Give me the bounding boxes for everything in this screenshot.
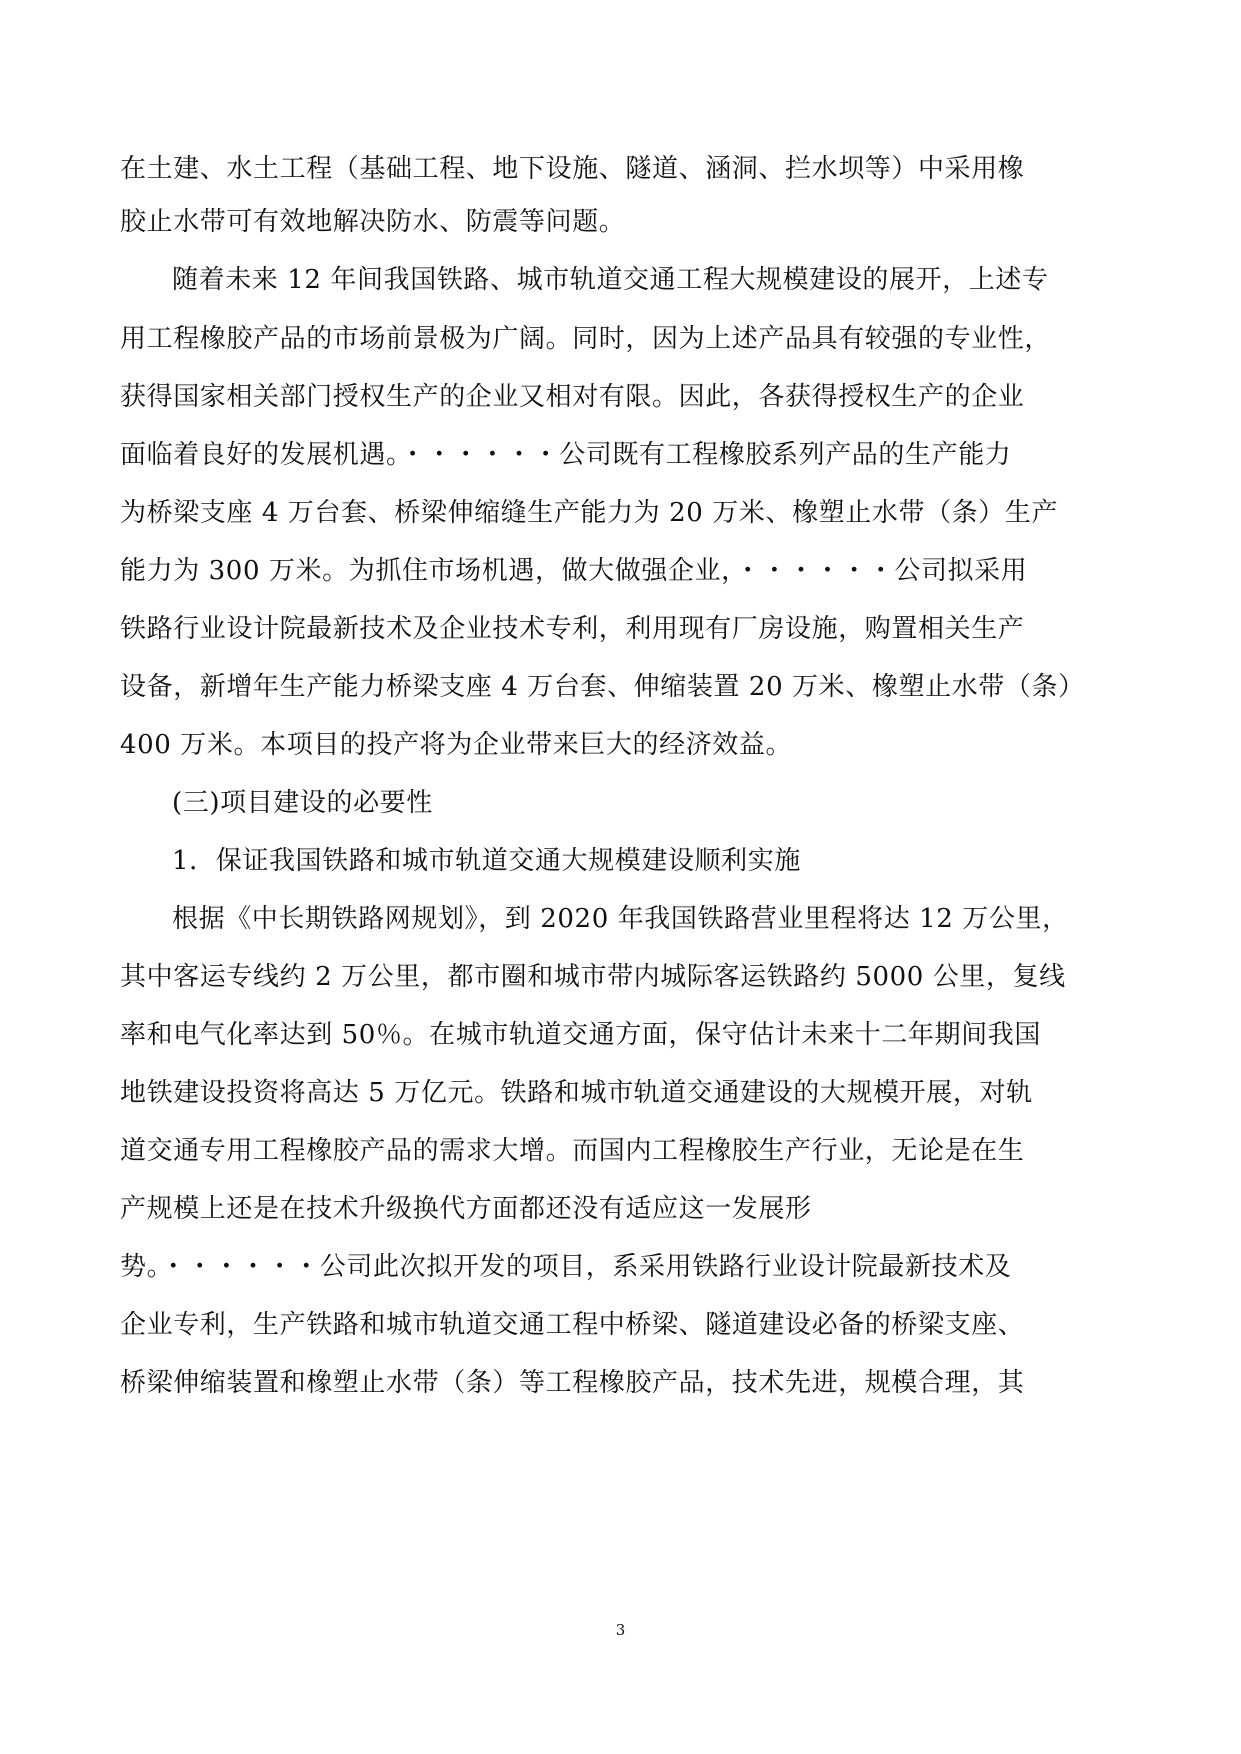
text-line: 铁路行业设计院最新技术及企业技术专利，利用现有厂房设施，购置相关生产 <box>120 614 1025 644</box>
page-number: 3 <box>615 1621 626 1639</box>
text-line: 企业专利，生产铁路和城市轨道交通工程中桥梁、隧道建设必备的桥梁支座、 <box>120 1310 1025 1340</box>
text-line: 势。・・・・・・公司此次拟开发的项目，系采用铁路行业设计院最新技术及 <box>120 1252 1012 1282</box>
text-line: 其中客运专线约 2 万公里，都市圈和城市带内城际客运铁路约 5000 公里，复线 <box>120 962 1066 992</box>
text-line: 胶止水带可有效地解决防水、防震等问题。 <box>120 207 626 237</box>
text-line: 率和电气化率达到 50％。在城市轨道交通方面，保守估计未来十二年期间我国 <box>120 1020 1041 1050</box>
text-line: 面临着良好的发展机遇。・・・・・・公司既有工程橡胶系列产品的生产能力 <box>120 440 1012 470</box>
text-line: 获得国家相关部门授权生产的企业又相对有限。因此，各获得授权生产的企业 <box>120 382 1025 412</box>
section-heading: (三)项目建设的必要性 <box>172 788 433 818</box>
text-line: 设备，新增年生产能力桥梁支座 4 万台套、伸缩装置 20 万米、橡塑止水带（条） <box>120 672 1085 702</box>
text-line: 能力为 300 万米。为抓住市场机遇，做大做强企业，・・・・・・公司拟采用 <box>120 556 1028 586</box>
subsection-heading: 1．保证我国铁路和城市轨道交通大规模建设顺利实施 <box>172 846 801 876</box>
paragraph-start-line: 根据《中长期铁路网规划》，到 2020 年我国铁路营业里程将达 12 万公里， <box>172 904 1069 934</box>
paragraph-start-line: 随着未来 12 年间我国铁路、城市轨道交通工程大规模建设的展开，上述专 <box>172 265 1049 295</box>
text-line: 地铁建设投资将高达 5 万亿元。铁路和城市轨道交通建设的大规模开展，对轨 <box>120 1078 1033 1108</box>
text-line: 桥梁伸缩装置和橡塑止水带（条）等工程橡胶产品，技术先进，规模合理，其 <box>120 1368 1025 1398</box>
text-line: 用工程橡胶产品的市场前景极为广阔。同时，因为上述产品具有较强的专业性， <box>120 324 1052 354</box>
text-line: 在土建、水土工程（基础工程、地下设施、隧道、涵洞、拦水坝等）中采用橡 <box>120 154 1025 184</box>
text-line: 为桥梁支座 4 万台套、桥梁伸缩缝生产能力为 20 万米、橡塑止水带（条）生产 <box>120 498 1059 528</box>
text-line: 道交通专用工程橡胶产品的需求大增。而国内工程橡胶生产行业，无论是在生 <box>120 1136 1025 1166</box>
text-line: 产规模上还是在技术升级换代方面都还没有适应这一发展形 <box>120 1194 812 1224</box>
text-line: 400 万米。本项目的投产将为企业带来巨大的经济效益。 <box>120 730 793 760</box>
